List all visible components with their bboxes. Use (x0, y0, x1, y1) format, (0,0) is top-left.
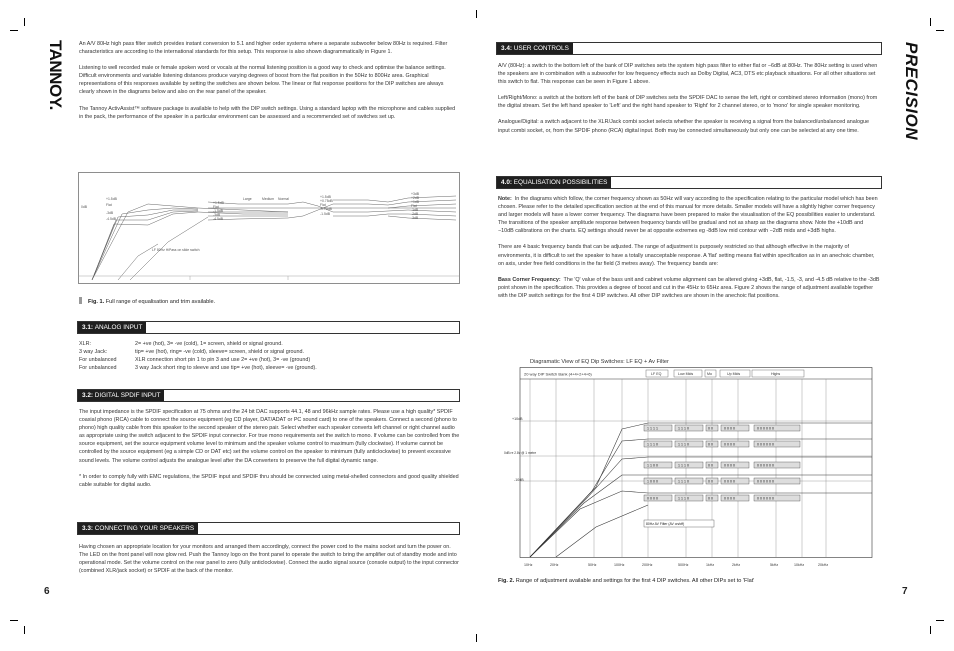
connecting-body: Having chosen an appropriate location for your monitors and arranged them accordingly, connect the power cord to the mains socket and turn the power on. The LED on the front panel will now glow red. Push the Tannoy logo on the front panel to operate the switch to bring the amplifier out of standby mode and into operational mode. Set the volume control on the rear panel to zero (fully anticlockwise). Connect the audio signal source (console output) to the input connector (combined XLR/jack socket) or SPDIF at the back of the monitor. (79, 544, 459, 575)
dip-lf: 1 1 1 0 (647, 442, 658, 447)
connecting-text (79, 543, 460, 583)
caption-label: Fig. 2. (498, 578, 515, 584)
analog-row (79, 356, 460, 364)
user-controls-paragraph: Left/Right/Mono: a switch at the bottom left of the bank of DIP switches sets the SPDIF DAC to sense the left, right or combined stereo information (mono) from the digital stream. Set the left hand speaker to 'Left' and the right hand speaker to 'Right' for 2 channel stereo, or to 'mono' for single speaker monitoring. (498, 95, 878, 110)
eq-note (498, 195, 880, 235)
fig1-label: +2dB (411, 196, 420, 200)
fig2-x-label: 20kHz (818, 563, 829, 567)
user-controls-paragraph: Analogue/Digital: a switch adjacent to the XLR/Jack combi socket selects whether the speaker is receiving a signal from the balanced/unbalanced analogue input combi socket, or, from the SPDIF phono (RCA) digital input. Both may be connected simultaneously but only one can be selected at any one time. (498, 119, 869, 134)
fig1-label: LF 80Hz HiPass on slide switch (152, 248, 200, 252)
dip-header-cell: Highs (771, 372, 781, 376)
spdif-text (79, 408, 460, 497)
analog-value: XLR connection short pin 1 to pin 3 and use 2= +ve (hot), 3= -ve (ground) (135, 357, 311, 364)
analog-row (79, 364, 460, 372)
figure-2-dip-diagram (496, 367, 882, 573)
equalisation-text (498, 195, 880, 308)
crop-mark (936, 620, 944, 621)
fig2-y-label: -10dB (514, 478, 524, 482)
dip-um: 0 0 0 0 (724, 479, 735, 484)
fig1-label: Flat (213, 205, 219, 209)
fig1-label: Flat (106, 203, 112, 207)
dip-lm: 1 1 1 0 (678, 463, 689, 468)
fig2-x-label: 5kHz (770, 563, 779, 567)
dip-mo: 0 0 (708, 463, 713, 468)
fig2-x-label: 2kHz (732, 563, 741, 567)
dip-lf: 1 1 0 0 (647, 463, 658, 468)
intro-text (79, 40, 460, 129)
analog-row (79, 340, 460, 348)
crop-mark (10, 30, 18, 31)
fig1-label: +1.5dB (213, 201, 224, 205)
section-title: EQUALISATION POSSIBILITIES (513, 179, 608, 186)
fig1-label: Normal (278, 197, 289, 201)
dip-bank-label: 20 way DIP Switch Bank (4+4+2+4+6) (524, 371, 592, 377)
dip-row (644, 478, 800, 484)
crop-mark (10, 620, 18, 621)
fig2-y-label: +10dB (512, 417, 523, 421)
dip-mo: 0 0 (708, 442, 713, 447)
analog-row (79, 348, 460, 356)
dip-mo: 0 0 (708, 426, 713, 431)
crop-mark (936, 30, 944, 31)
page-number-right: 7 (902, 586, 908, 597)
section-number: 3.1: (82, 324, 94, 331)
user-controls-paragraph: A/V (80Hz): a switch to the bottom left of the bank of DIP switches sets the system high pass filter to either flat or −6dB at 80Hz. The 80Hz setting is used when the speakers are in combination with a subwoofer for low frequency effects such as Dolby Digital, AC3, DTS etc playback situations. For all other situations set this switch to flat. This response can be seen in Figure 1 above. (498, 63, 878, 86)
dip-um: 0 0 0 0 (724, 496, 735, 501)
svg-text:PRECISION: PRECISION (902, 42, 921, 141)
fig1-label: +0.75dB (320, 199, 333, 203)
section-header-digital-spdif (77, 389, 460, 402)
fig1-label: +1dB (411, 200, 420, 204)
figure-1-caption (79, 297, 215, 306)
fig2-x-label: 200Hz (642, 563, 653, 567)
dip-lm: 1 1 1 0 (678, 442, 689, 447)
svg-text:TANNOY.: TANNOY. (46, 40, 65, 110)
dip-lf: 1 1 1 1 (647, 426, 658, 431)
caption-bar (79, 297, 82, 304)
crop-mark (476, 634, 477, 642)
section-header-connecting (77, 522, 460, 535)
figure-2-title: Diagramatic View of EQ Dip Switches: LF EQ + Av Filter (530, 359, 669, 365)
fig1-label: Large (243, 197, 252, 201)
dip-um: 0 0 0 0 (724, 426, 735, 431)
spdif-note: * In order to comply fully with EMC regulations, the SPDIF input and SPDIF thru should be connected using metal-shelled connectors and good quality shielded cable suitable for digital audio. (79, 473, 459, 488)
fig2-x-label: 10Hz (524, 563, 533, 567)
fig2-x-label: 20Hz (550, 563, 559, 567)
dip-header-cell: LF EQ (651, 372, 662, 376)
dip-hi: 0 0 0 0 0 0 (757, 479, 774, 484)
analog-value: tip= +ve (hot), ring= -ve (cold), sleeve= screen, shield or signal ground. (135, 349, 304, 356)
eq-bass (498, 276, 880, 300)
crop-mark (930, 626, 931, 634)
fig1-label: -3dB (411, 216, 419, 220)
dip-mo: 0 0 (708, 496, 713, 501)
fig1-label: -1dB (411, 208, 419, 212)
crop-mark (24, 626, 25, 634)
dip-um: 0 0 0 0 (724, 442, 735, 447)
section-header-equalisation (496, 176, 882, 189)
fig1-label: +1.5dB (320, 195, 331, 199)
fig2-x-label: 500Hz (678, 563, 689, 567)
section-title: CONNECTING YOUR SPEAKERS (94, 525, 195, 532)
dip-header-cell: Mo (707, 372, 712, 376)
fig1-label: +1.5dB (106, 197, 117, 201)
analog-key: 3 way Jack: (79, 349, 108, 356)
analog-key: For unbalanced (79, 357, 117, 364)
crop-mark (476, 10, 477, 18)
spdif-body: The input impedance is the SPDIF specification at 75 ohms and the 24 bit DAC supports 44.1, 48 and 96kHz sample rates. Please use a high quality* SPDIF coaxial phono (RCA) cable to connect the source equipment (eg CD player, DAT/ADAT or PC sound card) to one of the speakers. Connect a second (phono to phono) high quality cable from this speaker to the second speaker of the stereo pair. Select whether each speaker converts left channel or right channel audio as appropriate using the switch adjacent to the SPDIF input connector. For true mono requirements set the switch to mono. If volume can be controlled from the source equipment, set the source equipment volume level to minimum and the speaker volume control to maximum (fully clockwise). If volume cannot be controlled by the source equipment (eg a simple CD or DAT etc) set the volume control on the speaker to minimum (fully anticlockwise) to prevent excessive sound levels. The volume control adjusts the analogue level after the DA converters to preserve the full digital dynamic range. (79, 409, 460, 464)
dip-row (644, 495, 800, 501)
section-title: DIGITAL SPDIF INPUT (94, 392, 161, 399)
fig2-y-label: 0dB re 2.8v @ 1 metre (504, 451, 537, 455)
section-number: 3.4: (501, 45, 513, 52)
section-title: ANALOG INPUT (94, 324, 143, 331)
fig1-label: 0dB (81, 205, 88, 209)
fig1-label: Medium (262, 197, 275, 201)
caption-label: Fig. 1. (88, 299, 105, 305)
dip-hi: 0 0 0 0 0 0 (757, 496, 774, 501)
dip-hi: 0 0 0 0 0 0 (757, 426, 774, 431)
intro-paragraph: Listening to well recorded male or female spoken word or vocals at the normal listening position is a good way to check and optimise the balance settings. Difficult environments and variable listening distances produce varying degrees of boost from the flat position in the 50Hz to 800Hz area. Graphical representations of this responses available by setting the switches are shown below. The linear or flat response positions for the DIP switches are always clearly shown in the diagrams below and also on the rear panel of the speaker. (79, 65, 446, 96)
fig1-label: -1.5dB (213, 209, 223, 213)
fig2-x-label: 10kHz (794, 563, 805, 567)
dip-row (644, 441, 800, 447)
analog-value: 2= +ve (hot), 3= -ve (cold), 1= screen, shield or signal ground. (135, 341, 283, 347)
fig1-label: +3dB (411, 192, 420, 196)
fig2-x-label: 1kHz (706, 563, 715, 567)
section-header-analog-input (77, 321, 460, 334)
caption-text: Full range of equalisation and trim available. (105, 299, 216, 305)
tannoy-logo (30, 38, 65, 110)
intro-paragraph: An A/V 80Hz high pass filter switch provides instant conversion to 5.1 and higher order systems where a separate subwoofer below 80Hz is required. Filter characteristics are according to the international standards for this setup. This response is also shown diagrammatically in Figure 1. (79, 41, 448, 56)
dip-row (644, 462, 800, 468)
dip-lf: 1 0 0 0 (647, 479, 658, 484)
eq-note-label: Note: (498, 196, 512, 202)
fig2-x-label: 100Hz (614, 563, 625, 567)
figure-2-caption (498, 577, 754, 585)
av-filter-label: 80Hz AV Filter (AV on/off) (646, 522, 685, 526)
bass-text: The 'Q' value of the bass unit and cabinet volume alignment can be altered giving +3dB, flat, -1.5, -3, and -4.5 dB relative to the -3dB point shown in the specification. This provides a degree of boost and cut in the 45Hz to 65Hz area. Figure 2 shows the range of adjustment available together with the DIP switch settings for the first 4 DIP switches. All other DIP switches are shown in the anechoic flat positions. (498, 276, 880, 299)
fig1-label: -1.5dB (320, 212, 330, 216)
fig1-label: -2dB (411, 212, 419, 216)
dip-mo: 0 0 (708, 479, 713, 484)
eq-note-text: In the diagrams which follow, the corner frequency shown as 50Hz will vary according to the specification relating to the particular model which has been chosen. Please refer to the detailed specification section at the end of this manual for more details. Smaller models will have a slightly higher corner frequency and larger models will have a lower corner frequency. The diagrams have been prepared to make the visualisation of the EQ possibilities easier to understand. The transitions of the speaker amplitude response between frequency bands will be gradual and not as sharp as the diagrams show. Note the +10dB and −10dB calibrations on the charts. EQ settings should never be at opposite extremes eg -8dB low mid contour with −2dB mids and +3dB highs. (498, 196, 878, 235)
analog-input-table (79, 340, 460, 372)
fig1-label: -4.5dB (106, 217, 116, 221)
dip-header-cell: Up Mids (727, 372, 741, 376)
analog-value: 3 way Jack short ring to sleeve and use tip= +ve (hot), sleeve= -ve (ground). (135, 365, 317, 372)
crop-mark (24, 18, 25, 26)
fig1-label: -3dB (106, 211, 114, 215)
analog-key: For unbalanced (79, 365, 117, 372)
caption-text: Range of adjustment available and settings for the first 4 DIP switches. All other DIPs set to 'Flat' (515, 578, 755, 584)
bass-label: Bass Corner Frequency: (498, 276, 561, 283)
user-controls-text (498, 62, 880, 143)
dip-lm: 1 1 1 0 (678, 479, 689, 484)
crop-mark (930, 18, 931, 26)
dip-hi: 0 0 0 0 0 0 (757, 442, 774, 447)
fig1-label: -0.75dB (320, 207, 332, 211)
section-number: 3.3: (82, 525, 94, 532)
section-header-user-controls (496, 42, 882, 55)
dip-lf: 0 0 0 0 (647, 496, 658, 501)
dip-lm: 1 1 1 0 (678, 496, 689, 501)
eq-paragraph: There are 4 basic frequency bands that can be adjusted. The range of adjustment is purposely restricted so that although effective in the majority of environments, it is difficult to set the speaker to have a totally unacceptable response. A 'flat' setting means flat within specification as in an anechoic chamber, on axis, under free field conditions in the far field (3 metres away). The frequency bands are: (498, 244, 875, 267)
section-number: 4.0: (501, 179, 513, 186)
page-number-left: 6 (44, 586, 50, 597)
fig2-x-label: 50Hz (588, 563, 597, 567)
dip-header-cell: Low Mids (678, 372, 694, 376)
fig1-label: Flat (411, 204, 417, 208)
dip-hi: 0 0 0 0 0 0 (757, 463, 774, 468)
precision-logo (900, 40, 930, 160)
fig1-label: -4.5dB (213, 217, 223, 221)
figure-1-eq-diagram (78, 172, 460, 284)
fig1-label: Flat (320, 203, 326, 207)
intro-paragraph: The Tannoy ActivAssist™ software package is available to help with the DIP switch settings. Using a standard laptop with the microphone and cables supplied in the pack, the performance of the speaker in a particular environment can be assessed and a recommended set of switches set up. (79, 105, 456, 120)
analog-key: XLR: (79, 341, 91, 347)
dip-um: 0 0 0 0 (724, 463, 735, 468)
dip-row (644, 425, 800, 431)
section-number: 3.2: (82, 392, 94, 399)
fig1-label: -3dB (213, 213, 221, 217)
dip-lm: 1 1 1 0 (678, 426, 689, 431)
section-title: USER CONTROLS (513, 45, 569, 52)
